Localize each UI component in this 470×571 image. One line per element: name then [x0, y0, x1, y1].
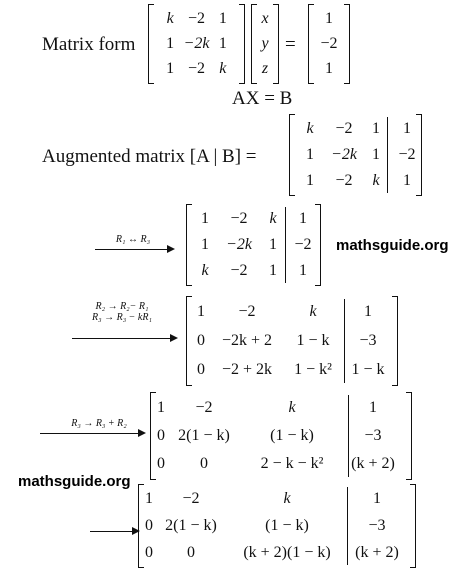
step1-cell-r1-c3: −2 [294, 236, 312, 253]
step2-cell-r1-c0: 0 [197, 331, 205, 349]
step2-cell-r2-c2: 1 − k² [294, 360, 332, 378]
step4-cell-r2-c0: 0 [145, 543, 153, 561]
augmented-matrix-step-4 [138, 484, 416, 568]
variable-cell-r0: x [261, 9, 269, 27]
step1-cell-r2-c3: 1 [299, 262, 307, 279]
step3-cell-r2-c3: (k + 2) [351, 455, 395, 472]
coefficient-cell-r0-c0: k [166, 9, 174, 27]
step3-cell-r1-c0: 0 [157, 427, 165, 444]
step0-cell-r2-c1: −2 [335, 172, 353, 189]
row-operation-step-1: R₁ ↔ R₃ [115, 234, 151, 245]
coefficient-cell-r2-c2: k [219, 60, 227, 78]
step1-cell-r2-c0: k [201, 262, 209, 279]
equals-sign: = [285, 34, 296, 55]
step2-cell-r2-c3: 1 − k [351, 360, 385, 378]
step1-cell-r2-c1: −2 [230, 262, 248, 279]
step3-cell-r0-c3: 1 [369, 399, 377, 416]
step0-cell-r0-c0: k [306, 120, 314, 137]
coefficient-cell-r2-c1: −2 [187, 60, 205, 78]
step1-cell-r1-c0: 1 [201, 236, 209, 253]
step4-cell-r0-c1: −2 [182, 490, 200, 508]
coefficient-cell-r0-c1: −2 [187, 9, 205, 27]
row-operation-step-3: R₃ → R₃ + R₂ [71, 418, 127, 429]
step3-cell-r2-c0: 0 [157, 455, 165, 472]
step2-cell-r1-c3: −3 [359, 331, 377, 349]
coefficient-cell-r1-c0: 1 [166, 34, 175, 52]
variable-vector [251, 4, 279, 84]
step0-cell-r0-c3: 1 [403, 120, 411, 137]
step2-cell-r1-c1: −2k + 2 [221, 331, 273, 349]
step3-cell-r1-c3: −3 [364, 427, 382, 444]
step2-cell-r0-c2: k [309, 303, 317, 321]
constant-cell-r1: −2 [320, 34, 338, 52]
step0-cell-r1-c1: −2k [331, 146, 357, 163]
step4-cell-r1-c0: 0 [145, 516, 153, 534]
step3-cell-r1-c2: (1 − k) [270, 427, 314, 444]
arrow-step-3 [40, 433, 144, 434]
step4-cell-r0-c2: k [283, 490, 291, 508]
step2-cell-r2-c0: 0 [197, 360, 205, 378]
step3-cell-r2-c1: 0 [200, 455, 208, 472]
coefficient-cell-r0-c2: 1 [218, 9, 227, 27]
step4-cell-r1-c1: 2(1 − k) [165, 516, 217, 534]
step1-cell-r0-c0: 1 [201, 210, 209, 227]
augmented-matrix-step-1 [186, 204, 321, 286]
step2-cell-r2-c1: −2 + 2k [221, 360, 273, 378]
step1-cell-r1-c1: −2k [226, 236, 252, 253]
step4-cell-r2-c2: (k + 2)(1 − k) [243, 543, 331, 561]
step0-cell-r1-c0: 1 [306, 146, 314, 163]
step3-cell-r0-c0: 1 [157, 399, 165, 416]
constant-cell-r0: 1 [325, 9, 333, 27]
step4-cell-r2-c3: (k + 2) [355, 543, 399, 561]
coefficient-cell-r2-c0: 1 [166, 60, 175, 78]
step4-cell-r0-c0: 1 [145, 490, 153, 508]
step1-cell-r0-c3: 1 [299, 210, 307, 227]
matrix-form-label: Matrix form [42, 34, 136, 55]
step2-cell-r1-c2: 1 − k [296, 331, 330, 349]
step1-cell-r1-c2: 1 [269, 236, 277, 253]
step4-cell-r2-c1: 0 [187, 543, 195, 561]
step3-cell-r0-c1: −2 [195, 399, 213, 416]
step1-cell-r2-c2: 1 [269, 262, 277, 279]
step2-cell-r0-c1: −2 [238, 303, 256, 321]
constant-cell-r2: 1 [325, 60, 333, 78]
row-operation-step-2: R₂ → R₂− R₁ R₃ → R₃ − kR₁ [92, 301, 152, 323]
step0-cell-r1-c2: 1 [372, 146, 380, 163]
step0-cell-r2-c3: 1 [403, 172, 411, 189]
step4-cell-r1-c3: −3 [368, 516, 386, 534]
arrow-step-4 [90, 531, 138, 532]
coefficient-cell-r1-c1: −2k [183, 34, 210, 52]
step3-cell-r0-c2: k [288, 399, 296, 416]
step4-cell-r1-c2: (1 − k) [265, 516, 309, 534]
step3-cell-r2-c2: 2 − k − k² [260, 455, 324, 472]
step4-cell-r0-c3: 1 [373, 490, 381, 508]
variable-cell-r2: z [261, 60, 269, 78]
step2-cell-r0-c3: 1 [364, 303, 372, 321]
step1-cell-r0-c2: k [269, 210, 277, 227]
ax-equals-b: AX = B [232, 88, 293, 109]
step3-cell-r1-c1: 2(1 − k) [178, 427, 230, 444]
step0-cell-r0-c2: 1 [372, 120, 380, 137]
step0-cell-r2-c0: 1 [306, 172, 314, 189]
step1-cell-r0-c1: −2 [230, 210, 248, 227]
step0-cell-r2-c2: k [372, 172, 380, 189]
watermark-2: mathsguide.org [18, 473, 131, 490]
step0-cell-r1-c3: −2 [398, 146, 416, 163]
step0-cell-r0-c1: −2 [335, 120, 353, 137]
arrow-step-1 [95, 249, 173, 250]
coefficient-matrix [148, 4, 245, 84]
step2-cell-r0-c0: 1 [197, 303, 205, 321]
constant-vector [308, 4, 350, 84]
augmented-matrix-step-2 [186, 296, 398, 386]
augmented-matrix-step-3 [150, 392, 412, 480]
arrow-step-2 [72, 338, 176, 339]
watermark-1: mathsguide.org [336, 237, 449, 254]
variable-cell-r1: y [261, 34, 269, 52]
coefficient-cell-r1-c2: 1 [218, 34, 227, 52]
augmented-matrix-step-0 [289, 114, 422, 196]
augmented-matrix-label: Augmented matrix [A | B] = [42, 146, 257, 167]
